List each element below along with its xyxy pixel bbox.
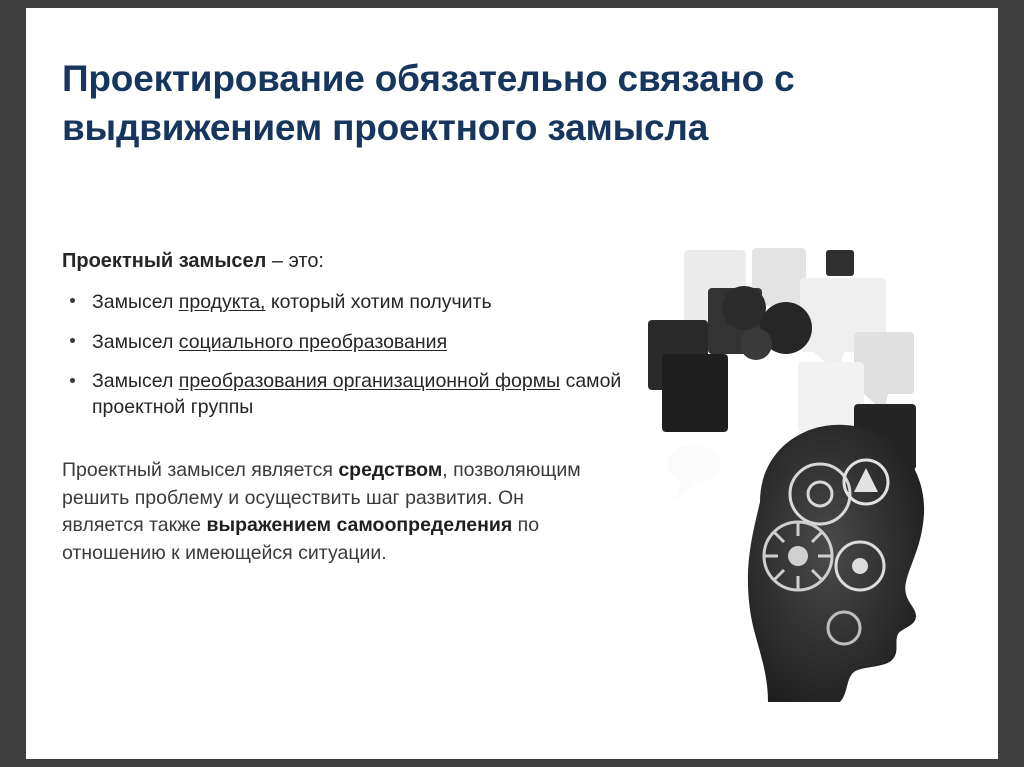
bullet-dot-icon (70, 378, 75, 383)
list-item (62, 290, 662, 316)
closing-part-2: , позволяющим решить проблему и осуществить шаг развития. Он является также (62, 458, 581, 537)
page-title (62, 54, 952, 152)
list-item (62, 330, 662, 356)
head-with-speech-bubbles-and-icons-image (648, 236, 978, 706)
bullet-dot-icon (70, 298, 75, 303)
body-column (62, 248, 662, 587)
closing-part-3: по отношению к имеющейся ситуации. (62, 514, 540, 564)
bullet-3-post: самой проектной группы (92, 370, 622, 419)
bullet-1-pre: Замысел (92, 291, 179, 313)
list-item (62, 369, 662, 420)
bullet-dot-icon (70, 338, 75, 343)
bullet-3-underlined: преобразования организационной формы (178, 370, 561, 393)
small-white-bubble (668, 444, 720, 500)
bullet-list (62, 290, 662, 421)
title-line-2: выдвижением проектного замысла (62, 107, 709, 149)
slide-canvas (26, 8, 998, 759)
bullet-1-underlined: продукта, (178, 291, 266, 313)
title-line-1: Проектирование обязательно связано с (62, 58, 795, 99)
lead-strong: Проектный замысел (62, 250, 267, 272)
bullet-2-underlined: социального преобразования (178, 330, 448, 353)
closing-bold-2: выражением самоопределения (206, 514, 513, 537)
bullet-3-pre: Замысел (92, 370, 179, 393)
lead-line (62, 248, 662, 274)
bullet-1-post: который хотим получить (265, 291, 492, 313)
closing-paragraph (62, 457, 607, 568)
lead-rest: – это: (266, 250, 324, 272)
head-silhouette (748, 425, 924, 702)
bullet-2-pre: Замысел (92, 330, 179, 353)
closing-part-1: Проектный замысел является (62, 458, 339, 481)
closing-bold-1: средством (338, 458, 443, 481)
